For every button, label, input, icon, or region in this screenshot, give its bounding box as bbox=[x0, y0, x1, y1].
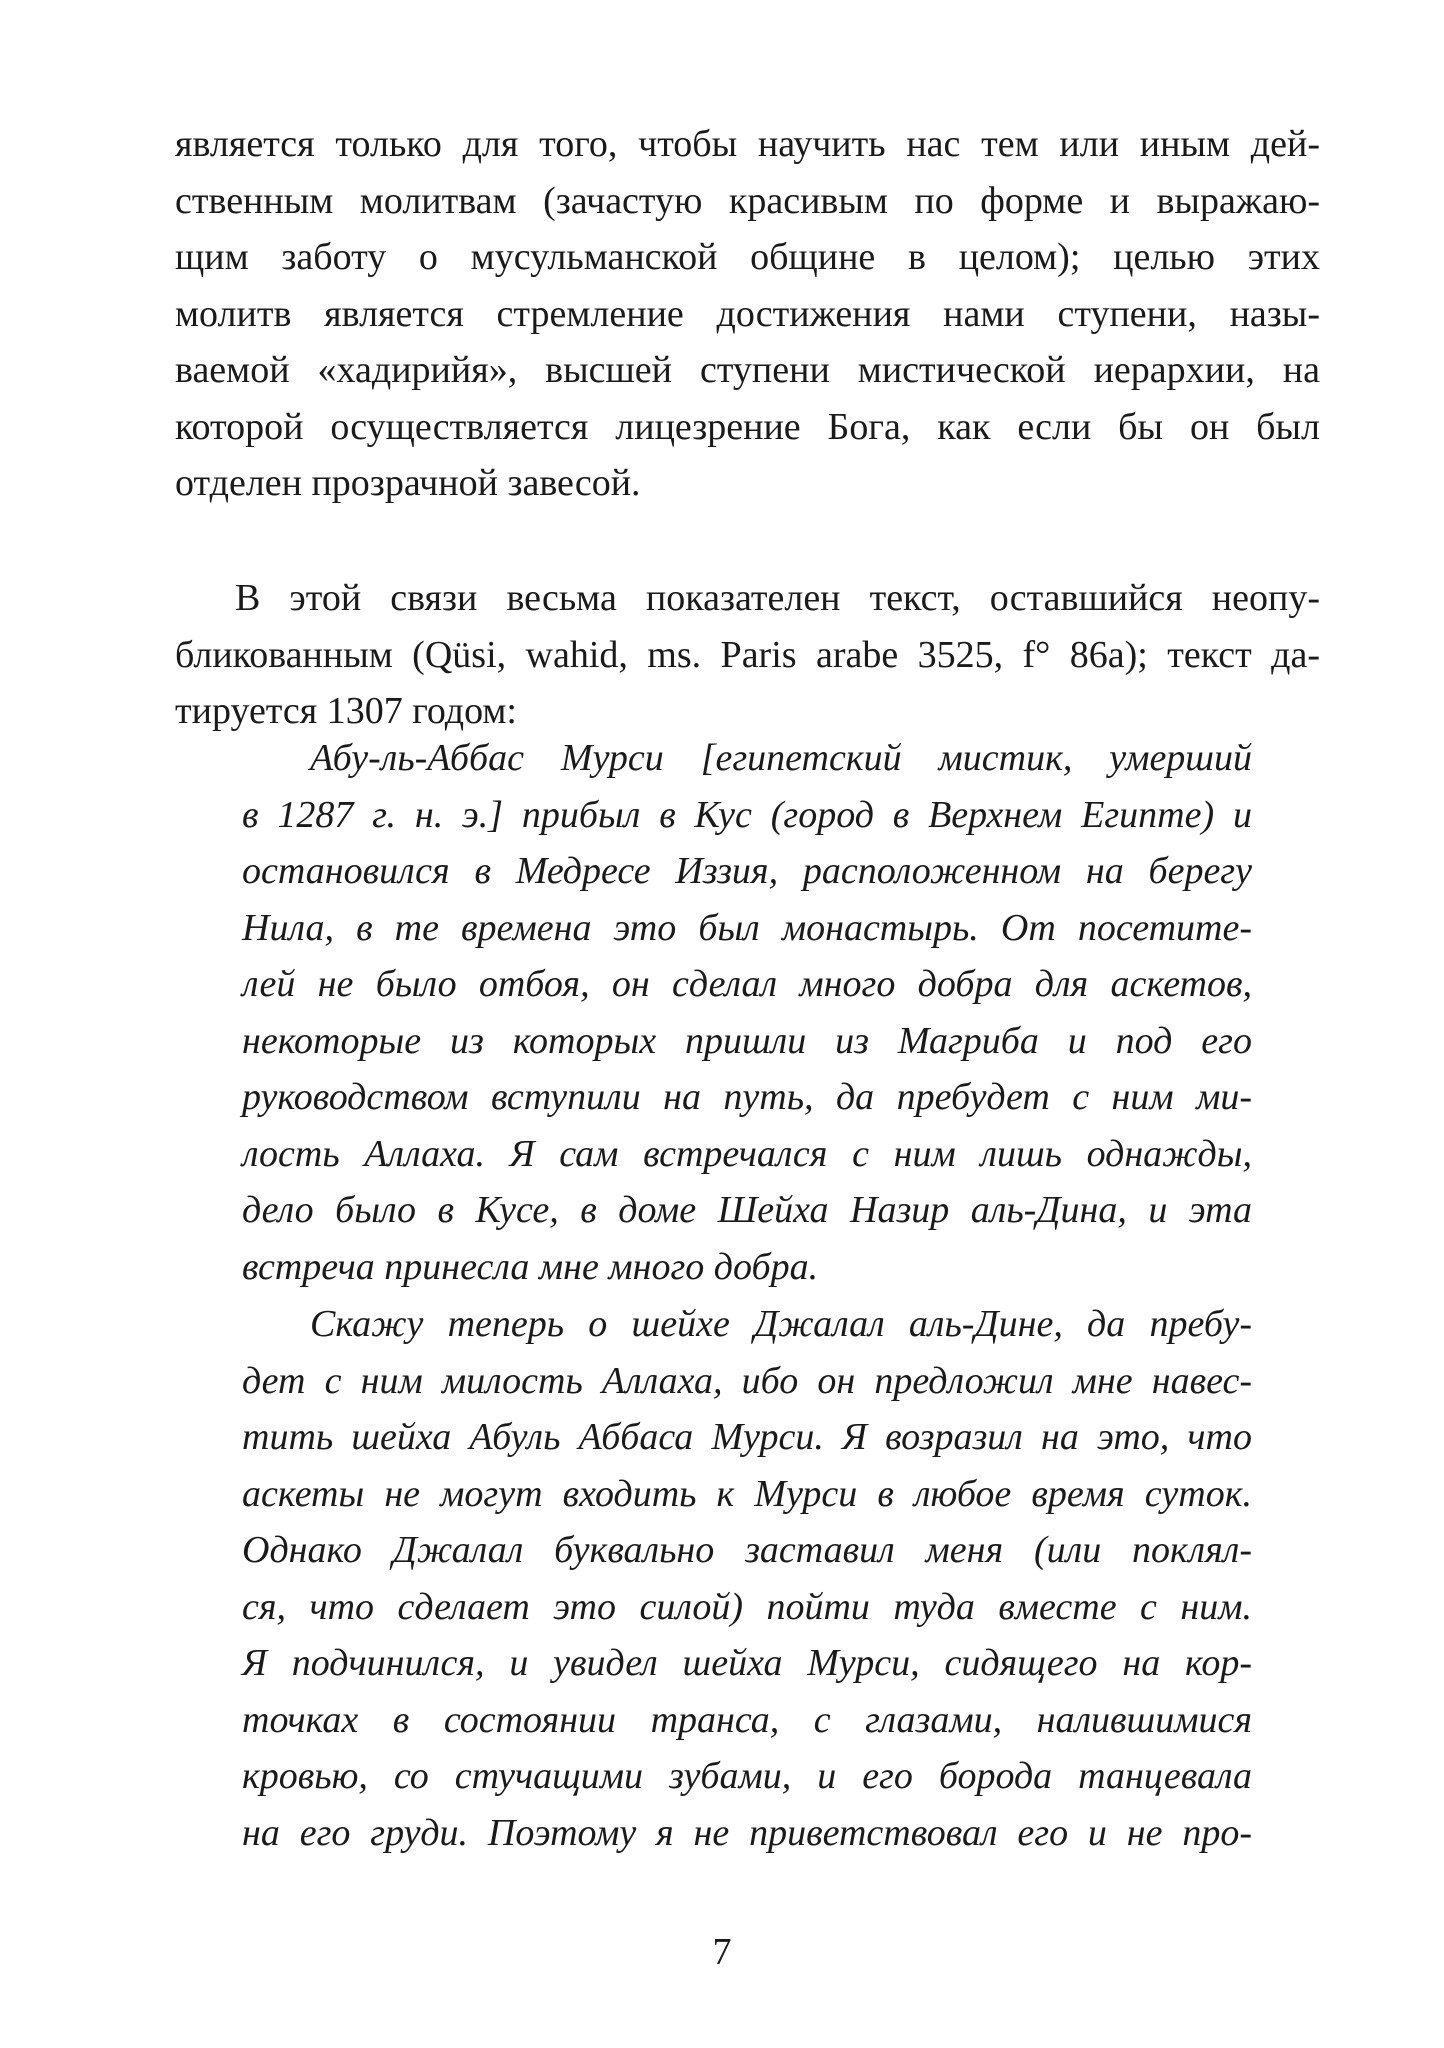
quote-line: некоторые из которых пришли из Магриба и под его bbox=[242, 1019, 1252, 1062]
text-line: бликованным (Qüsi, wahid, ms. Paris arabe 3525, f° 86a); текст да- bbox=[175, 633, 1320, 676]
text-line: является только для того, чтобы научить нас тем или иным дей- bbox=[175, 123, 1320, 165]
quote-line: дело было в Кусе, в доме Шейха Назир аль-Дина, и эта bbox=[242, 1189, 1252, 1231]
quote-line: лость Аллаха. Я сам встречался с ним лишь однажды, bbox=[242, 1132, 1252, 1175]
quote-line: в 1287 г. н. э.] прибыл в Кус (город в Верхнем Египте) и bbox=[242, 793, 1252, 836]
quote-paragraph-2 bbox=[242, 1296, 1252, 1861]
quote-line: дет с ним милость Аллаха, ибо он предложил мне навес- bbox=[242, 1359, 1252, 1402]
text-line: В этой связи весьма показателен текст, оставшийся неопу- bbox=[235, 577, 1320, 619]
quote-line: Я подчинился, и увидел шейха Мурси, сидящего на кор- bbox=[242, 1642, 1252, 1684]
text-line: ственным молитвам (зачастую красивым по форме и выражаю- bbox=[175, 179, 1320, 222]
quote-line: Нила, в те времена это был монастырь. От посетите- bbox=[242, 906, 1252, 949]
text-line: которой осуществляется лицезрение Бога, как если бы он был bbox=[175, 405, 1320, 448]
body-paragraph-1 bbox=[175, 116, 1320, 512]
quote-line: тить шейха Абуль Аббаса Мурси. Я возразил на это, что bbox=[242, 1416, 1252, 1458]
text-line: отделен прозрачной завесой. bbox=[175, 462, 641, 504]
quote-line: на его груди. Поэтому я не приветствовал его и не про- bbox=[242, 1811, 1252, 1854]
quote-line: точках в состоянии транса, с глазами, налившимися bbox=[242, 1698, 1252, 1741]
quote-line: аскеты не могут входить к Мурси в любое время суток. bbox=[242, 1472, 1252, 1515]
quote-line: руководством вступили на путь, да пребудет с ним ми- bbox=[242, 1076, 1252, 1118]
text-line: тируется 1307 годом: bbox=[175, 690, 517, 732]
body-paragraph-2 bbox=[175, 570, 1320, 740]
quote-line: кровью, со стучащими зубами, и его борода танцевала bbox=[242, 1755, 1252, 1797]
text-line: молитв является стремление достижения нами ступени, назы- bbox=[175, 292, 1320, 335]
quote-line: остановился в Медресе Иззия, расположенном на берегу bbox=[242, 850, 1252, 892]
text-line: ваемой «хадирийя», высшей ступени мистической иерархии, на bbox=[175, 349, 1320, 391]
quote-line: Скажу теперь о шейхе Джалал аль-Дине, да пребу- bbox=[310, 1303, 1252, 1345]
page-number: 7 bbox=[712, 1931, 732, 1973]
quote-line: лей не было отбоя, он сделал много добра для аскетов, bbox=[242, 963, 1252, 1005]
quote-paragraph-1 bbox=[242, 730, 1252, 1295]
quote-line: ся, что сделает это силой) пойти туда вместе с ним. bbox=[242, 1585, 1252, 1628]
quote-line: встреча принесла мне много добра. bbox=[242, 1245, 819, 1288]
quote-line: Однако Джалал буквально заставил меня (или поклял- bbox=[242, 1529, 1252, 1571]
quote-line: Абу-ль-Аббас Мурси [египетский мистик, умерший bbox=[310, 737, 1252, 779]
text-line: щим заботу о мусульманской общине в целом); целью этих bbox=[175, 236, 1320, 278]
